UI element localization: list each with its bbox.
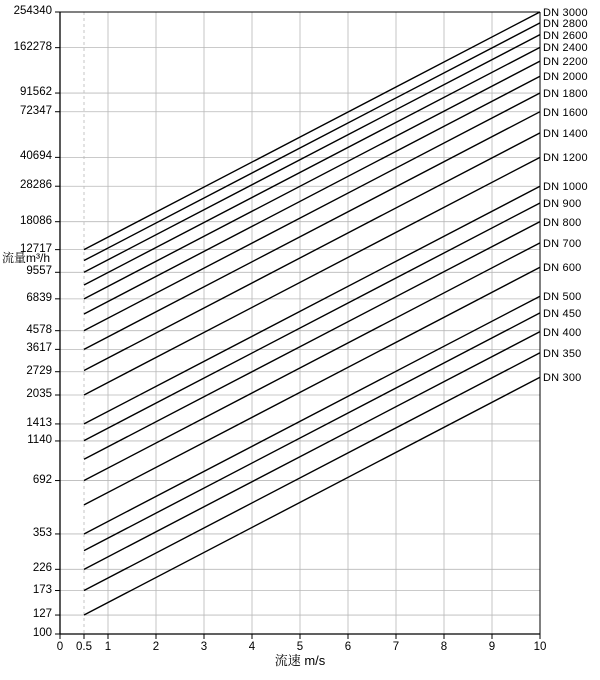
y-tick-label: 100 [32, 627, 52, 639]
series-label: DN 1600 [543, 106, 588, 119]
y-tick-label: 40694 [20, 150, 52, 163]
y-tick-label: 2729 [26, 364, 52, 377]
x-tick-label: 9 [488, 641, 496, 653]
x-tick-label: 2 [152, 641, 160, 653]
series-label: DN 900 [543, 197, 582, 210]
y-tick-label: 72347 [20, 104, 52, 117]
y-tick-label: 254340 [13, 5, 52, 17]
series-label: DN 2400 [543, 42, 588, 55]
y-tick-label: 91562 [20, 86, 52, 99]
series-label: DN 400 [543, 326, 582, 339]
y-tick-label: 353 [32, 526, 52, 539]
y-tick-label: 6839 [26, 291, 52, 304]
y-tick-label: 28286 [20, 179, 52, 192]
x-tick-label: 8 [440, 641, 448, 653]
x-tick-label: 0 [56, 641, 64, 653]
x-axis-label: 流速 m/s [274, 653, 326, 668]
series-label: DN 3000 [543, 7, 588, 19]
series-label: DN 1200 [543, 152, 588, 165]
y-tick-label: 12717 [20, 242, 52, 255]
y-axis-label: 流量m³/h [2, 251, 51, 265]
x-tick-label: 6 [344, 641, 352, 653]
series-label: DN 1400 [543, 127, 588, 140]
x-tick-label: 3 [200, 641, 208, 653]
x-tick-label: 5 [296, 641, 304, 653]
x-tick-label: 1 [104, 641, 112, 653]
series-label: DN 450 [543, 307, 582, 320]
series-label: DN 2000 [543, 71, 588, 84]
y-tick-label: 18086 [20, 214, 52, 227]
y-tick-label: 4578 [26, 323, 52, 336]
y-tick-label: 162278 [13, 40, 52, 53]
series-label: DN 600 [543, 262, 582, 275]
series-label: DN 500 [543, 291, 582, 304]
series-label: DN 800 [543, 216, 582, 229]
x-tick-label: 7 [392, 641, 400, 653]
series-label: DN 350 [543, 347, 582, 360]
y-tick-label: 173 [32, 583, 52, 596]
series-label: DN 2800 [543, 17, 588, 30]
series-label: DN 300 [543, 372, 582, 385]
y-tick-label: 226 [32, 562, 52, 575]
x-tick-label: 10 [533, 641, 547, 653]
series-label: DN 2200 [543, 56, 588, 69]
y-tick-label: 1140 [27, 433, 52, 446]
x-tick-label: 4 [248, 641, 256, 653]
y-tick-label: 692 [32, 473, 52, 486]
x-tick-label: 0.5 [76, 641, 92, 653]
series-label: DN 1800 [543, 88, 588, 100]
y-tick-label: 9557 [26, 265, 52, 278]
y-tick-label: 1413 [26, 416, 52, 429]
y-tick-label: 127 [32, 608, 52, 621]
y-tick-label: 2035 [26, 387, 52, 400]
y-tick-label: 3617 [26, 342, 52, 355]
series-label: DN 2600 [543, 29, 588, 42]
series-label: DN 700 [543, 237, 582, 250]
series-label: DN 1000 [543, 181, 588, 194]
